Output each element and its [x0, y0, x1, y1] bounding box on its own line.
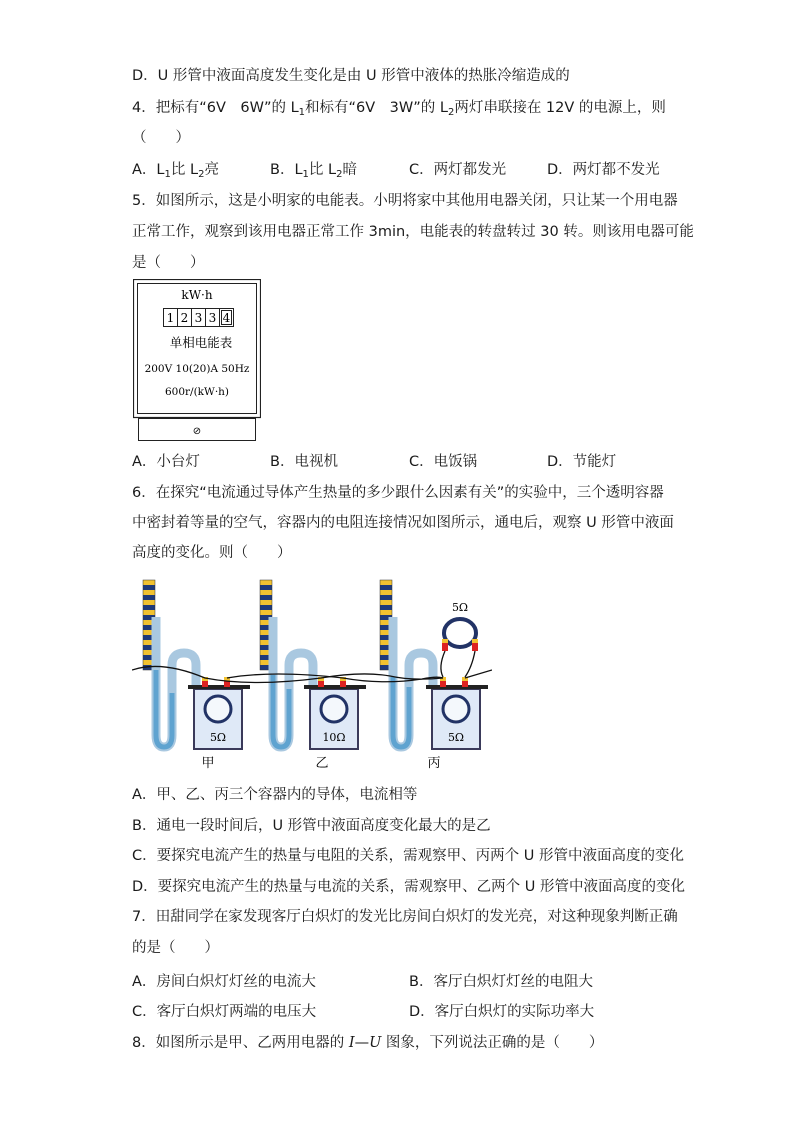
meter-unit: kW·h [181, 288, 213, 302]
q5-option-b[interactable]: B．电视机 [270, 454, 338, 470]
resistor-label: 10Ω [322, 731, 346, 744]
q5-line1: 5．如图所示，这是小明家的电能表。小明将家中其他用电器关闭，只让某一个用电器 [132, 193, 678, 209]
q5-line3: 是（ ） [132, 255, 205, 271]
q6-option-b[interactable]: B．通电一段时间后，U 形管中液面高度变化最大的是乙 [132, 818, 491, 834]
q4-option-a-text: A．L [132, 162, 165, 178]
meter-rev: 600r/(kW·h) [164, 386, 230, 398]
q8-italic-u: U [369, 1035, 382, 1051]
q7-option-b[interactable]: B．客厅白炽灯灯丝的电阻大 [409, 974, 593, 990]
joule-heating-apparatus-figure [132, 575, 492, 775]
q7-option-c[interactable]: C．客厅白炽灯两端的电压大 [132, 1004, 317, 1020]
label-bing: 丙 [427, 756, 441, 771]
q4-option-b-sub2: 2 [336, 169, 343, 180]
container-lid [304, 685, 366, 689]
q6-option-c[interactable]: C．要探究电流产生的热量与电阻的关系，需观察甲、丙两个 U 形管中液面高度的变化 [132, 848, 684, 864]
q7-line1: 7．田甜同学在家发现客厅白炽灯的发光比房间白炽灯的发光亮，对这种现象判断正确 [132, 909, 678, 925]
q4-option-a-sub1: 1 [164, 169, 171, 180]
q6-line3: 高度的变化。则（ ） [132, 545, 292, 561]
q7-option-d[interactable]: D．客厅白炽灯的实际功率大 [409, 1004, 595, 1020]
meter-digit: 1 [166, 311, 175, 325]
q5-option-c[interactable]: C．电饭锅 [409, 454, 478, 470]
q4-option-b-mid: 比 L [308, 162, 337, 178]
q4-option-b-sub1: 1 [302, 169, 309, 180]
q4-option-b-text: B．L [270, 162, 303, 178]
q7-option-a[interactable]: A．房间白炽灯灯丝的电流大 [132, 974, 316, 990]
meter-digit: 4 [222, 311, 231, 325]
q4-stem [132, 98, 666, 123]
q6-option-a[interactable]: A．甲、乙、丙三个容器内的导体，电流相等 [132, 787, 418, 803]
q4-option-b[interactable] [270, 160, 357, 185]
q8-italic-i: I [348, 1035, 355, 1051]
q6-line1: 6．在探究“电流通过导体产生热量的多少跟什么因素有关”的实验中，三个透明容器 [132, 485, 664, 501]
q4-sub1: 1 [298, 107, 306, 118]
meter-knob-icon: ⊘ [192, 426, 202, 437]
wire [441, 651, 445, 677]
meter-digit: 3 [194, 311, 203, 325]
u-tube [156, 617, 196, 747]
meter-spec: 200V 10(20)A 50Hz [144, 363, 250, 375]
q5-option-d[interactable]: D．节能灯 [547, 454, 617, 470]
q4-option-d[interactable]: D．两灯都不发光 [547, 162, 660, 178]
q7-line2: 的是（ ） [132, 940, 219, 956]
q5-option-a[interactable]: A．小台灯 [132, 454, 200, 470]
terminal-cap [472, 639, 478, 643]
container-lid [426, 685, 488, 689]
q4-paren: （ ） [132, 130, 190, 146]
resistor-label: 5Ω [209, 731, 227, 744]
q4-option-a-mid: 比 L [170, 162, 199, 178]
q4-option-b-suffix: 暗 [342, 162, 357, 178]
label-yi: 乙 [315, 756, 329, 771]
label-jia: 甲 [201, 756, 215, 771]
container-lid [188, 685, 250, 689]
q8-stem [132, 1033, 603, 1053]
q6-option-d[interactable]: D．要探究电流产生的热量与电流的关系，需观察甲、乙两个 U 形管中液面高度的变化 [132, 879, 685, 895]
meter-digits [164, 309, 234, 327]
q6-line2: 中密封着等量的空气，容器内的电阻连接情况如图所示，通电后，观察 U 形管中液面 [132, 515, 674, 531]
q4-sub2: 2 [447, 107, 455, 118]
u-tube-liquid [393, 677, 409, 747]
electric-meter-figure [133, 279, 261, 442]
q8-part2: 图象，下列说法正确的是（ ） [381, 1035, 604, 1051]
q4-option-a[interactable] [132, 160, 219, 185]
q4-stem-part3: 两灯串联接在 12V 的电源上，则 [454, 100, 666, 116]
resistor-coil [321, 696, 347, 722]
q4-stem-part2: 和标有“6V 3W”的 L [305, 100, 448, 116]
terminal-cap [442, 639, 448, 643]
q5-line2: 正常工作，观察到该用电器正常工作 3min，电能表的转盘转过 30 转。则该用电器可能 [132, 224, 694, 240]
external-resistor-coil [444, 619, 476, 647]
resistor-coil [443, 696, 469, 722]
meter-digit: 2 [180, 311, 189, 325]
meter-digit: 3 [208, 311, 217, 325]
external-resistor-label: 5Ω [451, 601, 469, 614]
resistor-label: 5Ω [447, 731, 465, 744]
apparatus-jia [143, 580, 250, 771]
q8-part1: 8．如图所示是甲、乙两用电器的 [132, 1035, 349, 1051]
q4-option-c[interactable]: C．两灯都发光 [409, 162, 507, 178]
q4-stem-part1: 4．把标有“6V 6W”的 L [132, 100, 299, 116]
wire [465, 651, 475, 677]
q4-option-a-sub2: 2 [198, 169, 205, 180]
resistor-coil [205, 696, 231, 722]
q4-option-a-suffix: 亮 [204, 162, 219, 178]
q8-dash: — [354, 1035, 370, 1051]
q3-option-d: D．U 形管中液面高度发生变化是由 U 形管中液体的热胀冷缩造成的 [132, 68, 570, 84]
meter-title: 单相电能表 [169, 335, 233, 350]
